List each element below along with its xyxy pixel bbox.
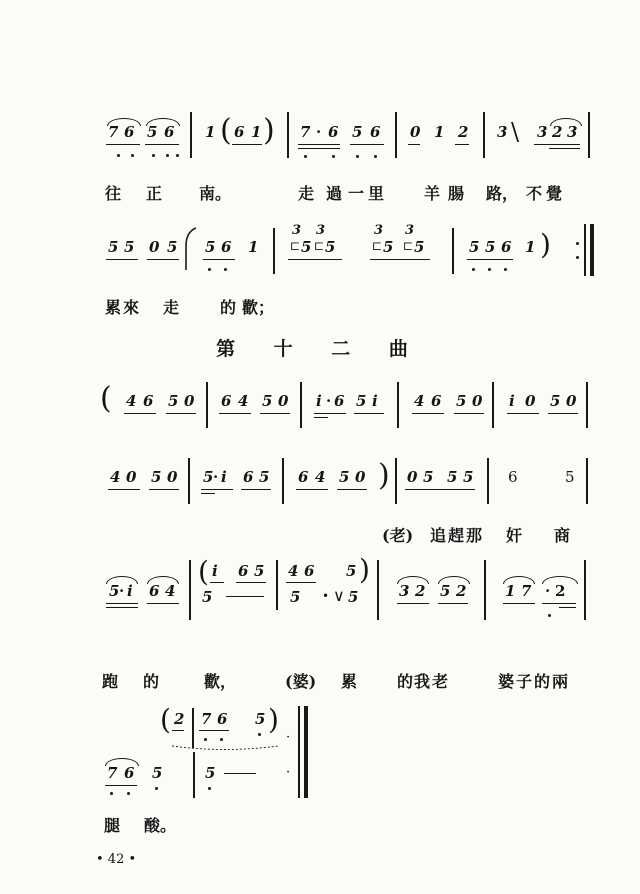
lyric-char: 那 bbox=[466, 526, 483, 545]
lyric-char: 子 bbox=[516, 672, 533, 691]
note: 1 bbox=[525, 238, 536, 256]
note: 7 bbox=[300, 123, 311, 141]
lyric-char: 羊 bbox=[424, 184, 441, 203]
note: 0 bbox=[566, 392, 577, 410]
lyric-char: 過 bbox=[326, 184, 343, 203]
open-paren: ( bbox=[160, 703, 171, 736]
close-paren: ) bbox=[378, 458, 390, 493]
note: · bbox=[119, 582, 125, 600]
note: i bbox=[221, 468, 227, 486]
dot bbox=[110, 792, 113, 795]
slur bbox=[105, 758, 139, 766]
lyric-char: (老) bbox=[382, 526, 414, 545]
note: 6 bbox=[431, 392, 442, 410]
tie-mark: ⊏ bbox=[372, 239, 383, 253]
barline bbox=[193, 752, 195, 798]
note: 5 bbox=[205, 238, 216, 256]
lyric-char: 奸 bbox=[506, 526, 523, 545]
note: 5 bbox=[346, 562, 357, 580]
barline bbox=[298, 706, 300, 798]
note: 5 bbox=[205, 764, 216, 782]
note: 5 bbox=[469, 238, 480, 256]
dot bbox=[220, 738, 223, 741]
note: 0 bbox=[410, 123, 421, 141]
lyric-char: 商 bbox=[554, 526, 571, 545]
slash-mark: \ bbox=[511, 118, 520, 146]
dot bbox=[258, 733, 261, 736]
lyric-char: 腸 bbox=[448, 184, 465, 203]
note: 3 bbox=[316, 223, 326, 238]
note: 5 bbox=[108, 238, 119, 256]
note: 7 bbox=[521, 582, 532, 600]
note: 1 bbox=[205, 123, 216, 141]
lyric-char: 路， bbox=[486, 184, 519, 203]
brace-connector bbox=[170, 744, 280, 754]
note: 5 bbox=[447, 468, 458, 486]
note: 0 bbox=[184, 392, 195, 410]
note: 5 bbox=[147, 123, 158, 141]
note: 5 bbox=[440, 582, 451, 600]
note: 6 bbox=[143, 392, 154, 410]
dot bbox=[127, 792, 130, 795]
lyric-char: 走 bbox=[163, 298, 180, 317]
note: 6 bbox=[370, 123, 381, 141]
lyric-char: 來 bbox=[123, 298, 140, 317]
note: 2 bbox=[555, 582, 566, 600]
note: i bbox=[316, 392, 322, 410]
note: 5 bbox=[456, 392, 467, 410]
note: 0 bbox=[126, 468, 137, 486]
final-barline bbox=[304, 706, 308, 798]
note: 5 bbox=[352, 123, 363, 141]
lyric-char: 我 bbox=[414, 672, 431, 691]
underline bbox=[199, 730, 229, 731]
note: 0 bbox=[278, 392, 289, 410]
tie-mark: ⊏ bbox=[314, 239, 325, 253]
tie-mark: ⊏ bbox=[403, 239, 414, 253]
note: 6 bbox=[304, 562, 315, 580]
sustain-line bbox=[224, 773, 256, 774]
note: 4 bbox=[165, 582, 176, 600]
note: 5 bbox=[109, 582, 120, 600]
note: 5 bbox=[325, 238, 336, 256]
barline bbox=[192, 708, 194, 748]
lyric-char: 婆 bbox=[498, 672, 515, 691]
note: 6 bbox=[508, 468, 518, 486]
note: 2 bbox=[415, 582, 426, 600]
note: 5 bbox=[151, 468, 162, 486]
note: i bbox=[372, 392, 378, 410]
note: 3 bbox=[399, 582, 410, 600]
note: 3 bbox=[567, 123, 578, 141]
note: · bbox=[326, 392, 332, 410]
open-paren: ( bbox=[220, 113, 232, 148]
note: 5 bbox=[485, 238, 496, 256]
dot bbox=[155, 787, 158, 790]
note: 5 bbox=[414, 238, 425, 256]
note: 2 bbox=[456, 582, 467, 600]
lyric-char: 的 bbox=[397, 672, 414, 691]
note: 4 bbox=[414, 392, 425, 410]
note: 5 bbox=[262, 392, 273, 410]
lyric-char: 累 bbox=[105, 298, 122, 317]
close-paren: ) bbox=[359, 553, 370, 586]
lyric-char: 的 bbox=[143, 672, 160, 691]
note: 4 bbox=[288, 562, 299, 580]
section-title: 第 十 二 曲 bbox=[216, 338, 424, 360]
open-paren: ( bbox=[198, 555, 209, 588]
lyric-char: 歡； bbox=[242, 298, 275, 317]
note: i bbox=[509, 392, 515, 410]
lyric-char: 的 bbox=[534, 672, 551, 691]
lyric-char: 累 bbox=[341, 672, 358, 691]
lyric-char: (婆) bbox=[285, 672, 317, 691]
lyric-char: 歡， bbox=[204, 672, 237, 691]
note: 1 bbox=[251, 123, 262, 141]
note: i bbox=[212, 562, 218, 580]
note: 6 bbox=[334, 392, 345, 410]
note: 6 bbox=[124, 123, 135, 141]
close-paren: ) bbox=[263, 113, 275, 148]
note: 2 bbox=[458, 123, 469, 141]
note: 4 bbox=[126, 392, 137, 410]
note: · bbox=[213, 468, 219, 486]
page-number: • 42 • bbox=[96, 852, 137, 867]
note: 5 bbox=[565, 468, 575, 486]
lyric-char: 正 bbox=[146, 184, 163, 203]
note: 6 bbox=[243, 468, 254, 486]
note: 2 bbox=[174, 710, 185, 728]
note: 7 bbox=[201, 710, 212, 728]
note: 0 bbox=[167, 468, 178, 486]
underline bbox=[105, 785, 137, 786]
note: 5 bbox=[168, 392, 179, 410]
note: 0 bbox=[472, 392, 483, 410]
note: i bbox=[127, 582, 133, 600]
note: 6 bbox=[221, 392, 232, 410]
note: 3 bbox=[405, 223, 415, 238]
breath-mark: ∨ bbox=[333, 586, 345, 605]
note: 3 bbox=[374, 223, 384, 238]
note: 5 bbox=[301, 238, 312, 256]
note: 5 bbox=[383, 238, 394, 256]
note: 7 bbox=[107, 764, 118, 782]
note: 1 bbox=[505, 582, 516, 600]
note: 7 bbox=[108, 123, 119, 141]
lyric-char: 跑 bbox=[102, 672, 119, 691]
note: 5 bbox=[290, 588, 301, 606]
note: 5 bbox=[254, 562, 265, 580]
lyric-char: 一 bbox=[348, 184, 365, 203]
dot bbox=[208, 787, 211, 790]
note: 6 bbox=[501, 238, 512, 256]
close-paren: ) bbox=[268, 703, 279, 736]
lyric-char: 的 bbox=[220, 298, 237, 317]
note: 5 bbox=[259, 468, 270, 486]
tie-mark: ⊏ bbox=[290, 239, 301, 253]
note: 1 bbox=[434, 123, 445, 141]
note: 6 bbox=[124, 764, 135, 782]
lyric-char: 往 bbox=[105, 184, 122, 203]
note: 3 bbox=[537, 123, 548, 141]
note: 5 bbox=[167, 238, 178, 256]
note: 5 bbox=[423, 468, 434, 486]
lyric-char: 覺 bbox=[546, 184, 563, 203]
note: 5 bbox=[339, 468, 350, 486]
note: · bbox=[316, 123, 322, 141]
note: 2 bbox=[552, 123, 563, 141]
note: · bbox=[545, 582, 551, 600]
lyric-char: 老 bbox=[432, 672, 449, 691]
note: 6 bbox=[221, 238, 232, 256]
lyric-char: 兩 bbox=[552, 672, 569, 691]
note: 5 bbox=[152, 764, 163, 782]
note: 0 bbox=[149, 238, 160, 256]
lyric-char: 走 bbox=[298, 184, 315, 203]
note: 5 bbox=[202, 588, 213, 606]
dot bbox=[204, 738, 207, 741]
lyric-char: 里 bbox=[368, 184, 385, 203]
note: 5 bbox=[356, 392, 367, 410]
note: 6 bbox=[298, 468, 309, 486]
note: 0 bbox=[525, 392, 536, 410]
note: 1 bbox=[248, 238, 259, 256]
note: 4 bbox=[110, 468, 121, 486]
note: 4 bbox=[238, 392, 249, 410]
note: 6 bbox=[217, 710, 228, 728]
note: 0 bbox=[355, 468, 366, 486]
note: 3 bbox=[292, 223, 302, 238]
lyric-char: 追 bbox=[430, 526, 447, 545]
lyric-char: 腿 bbox=[104, 816, 121, 835]
note: 6 bbox=[234, 123, 245, 141]
dot-mark: • bbox=[322, 589, 330, 603]
note: 3 bbox=[497, 123, 508, 141]
underline bbox=[172, 730, 184, 731]
dot-mark: · bbox=[286, 765, 291, 780]
note: 6 bbox=[164, 123, 175, 141]
note: 6 bbox=[328, 123, 339, 141]
lyric-char: 趕 bbox=[448, 526, 465, 545]
note: 5 bbox=[203, 468, 214, 486]
note: 5 bbox=[124, 238, 135, 256]
note: 5 bbox=[550, 392, 561, 410]
close-paren: ) bbox=[540, 228, 551, 261]
note: 5 bbox=[348, 588, 359, 606]
note: 4 bbox=[315, 468, 326, 486]
lyric-char: 不 bbox=[526, 184, 543, 203]
note: 6 bbox=[238, 562, 249, 580]
lyric-char: 南。 bbox=[199, 184, 232, 203]
note: 6 bbox=[149, 582, 160, 600]
note: 0 bbox=[407, 468, 418, 486]
note: 5 bbox=[255, 710, 266, 728]
lyric-char: 酸。 bbox=[144, 816, 177, 835]
note: 5 bbox=[463, 468, 474, 486]
open-paren: ( bbox=[100, 381, 112, 416]
dot-mark: · bbox=[286, 730, 291, 745]
